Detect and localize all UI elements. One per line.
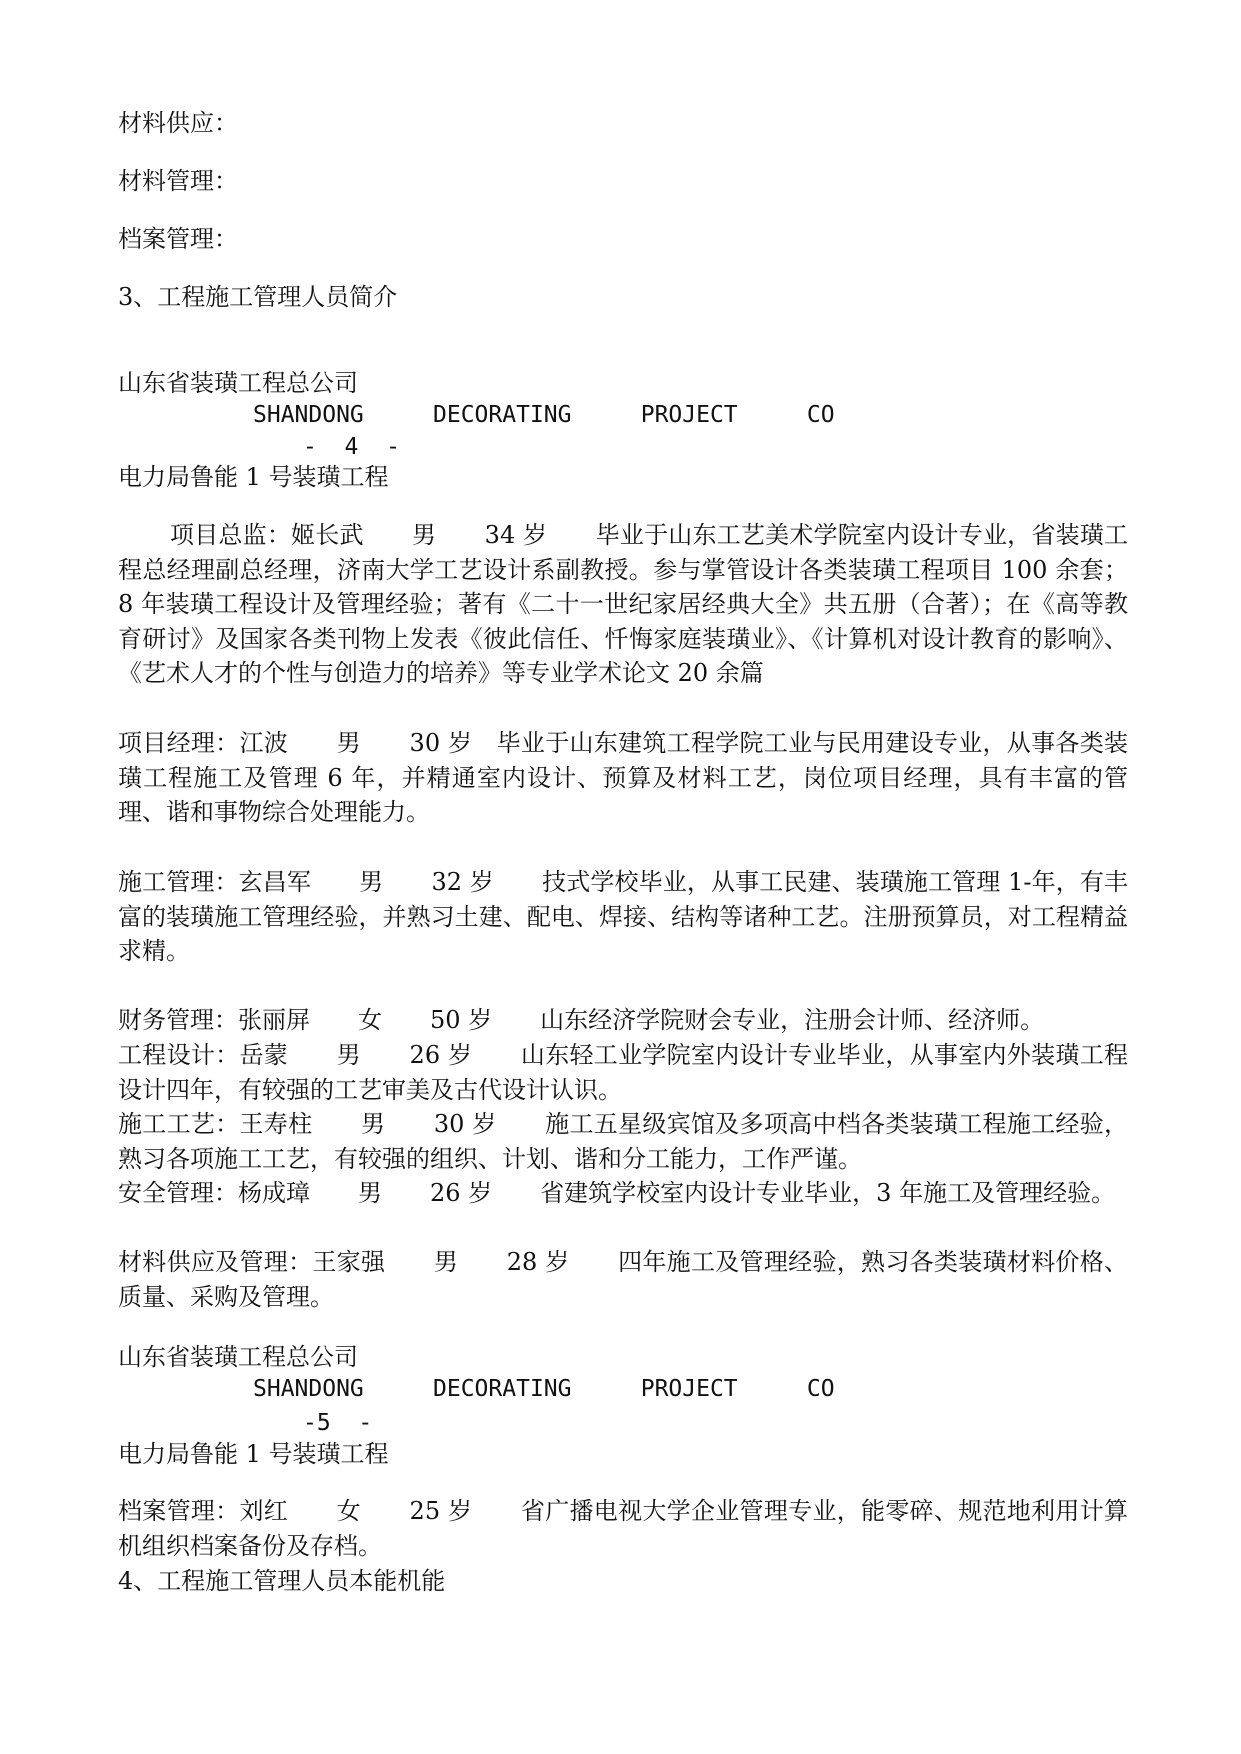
- staff-entry-project-director: 项目总监：姬长武 男 34 岁 毕业于山东工艺美术学院室内设计专业，省装璜工程总经理副总经理，济南大学工艺设计系副教授。参与掌管设计各类装璜工程项目 100 余套；8 年装璜工程设计及管理经验；著有《二十一世纪家居经典大全》共五册（合著）；在《高等教育研讨》及国家各类刊物上发表《彼此信任、忏悔家庭装璜业》、《计算机对设计教育的影响》、《艺术人才的个性与创造力的培养》等专业学术论文 20 余篇: [118, 521, 1128, 687]
- page-number: - 4 -: [303, 434, 400, 460]
- staff-entry-engineering-design: 工程设计：岳蒙 男 26 岁 山东轻工业学院室内设计专业毕业，从事室内外装璜工程设计四年，有较强的工艺审美及古代设计认识。: [118, 1041, 1128, 1104]
- staff-entry-construction-process: 施工工艺：王寿柱 男 30 岁 施工五星级宾馆及多项高中档各类装璜工程施工经验，熟习各项施工工艺，有较强的组织、计划、谐和分工能力，工作严谨。: [118, 1110, 1128, 1173]
- project-title: 电力局鲁能 1 号装璜工程: [118, 463, 389, 491]
- staff-entry-material-supply-management: 材料供应及管理：王家强 男 28 岁 四年施工及管理经验，熟习各类装璜材料价格、质量、采购及管理。: [118, 1248, 1128, 1311]
- section-4-heading: 4、工程施工管理人员本能机能: [118, 1567, 446, 1595]
- company-name-en: SHANDONG DECORATING PROJECT CO: [253, 402, 835, 428]
- staff-entry-archive-management: 档案管理：刘红 女 25 岁 省广播电视大学企业管理专业，能零碎、规范地利用计算机组织档案备份及存档。: [118, 1497, 1128, 1560]
- staff-entry-construction-management: 施工管理：玄昌军 男 32 岁 技式学校毕业，从事工民建、装璜施工管理 1-年，有丰富的装璜施工管理经验，并熟习土建、配电、焊接、结构等诸种工艺。注册预算员，对工程精益求精。: [118, 868, 1128, 965]
- material-supply-label: 材料供应：: [118, 109, 238, 137]
- archive-management-label: 档案管理：: [118, 225, 238, 253]
- company-name-cn: 山东省装璜工程总公司: [118, 1343, 358, 1371]
- staff-entry-safety-management: 安全管理：杨成璋 男 26 岁 省建筑学校室内设计专业毕业，3 年施工及管理经验。: [118, 1179, 1116, 1207]
- company-name-cn: 山东省装璜工程总公司: [118, 369, 358, 397]
- page-number: -5 -: [303, 1410, 373, 1436]
- material-management-label: 材料管理：: [118, 167, 238, 195]
- staff-entry-project-manager: 项目经理：江波 男 30 岁 毕业于山东建筑工程学院工业与民用建设专业，从事各类装璜工程施工及管理 6 年，并精通室内设计、预算及材料工艺，岗位项目经理，具有丰富的管理、谐和事物综合处理能力。: [118, 729, 1128, 826]
- section-3-heading: 3、工程施工管理人员简介: [118, 283, 398, 311]
- company-name-en: SHANDONG DECORATING PROJECT CO: [253, 1376, 835, 1402]
- staff-entry-finance-management: 财务管理：张丽屏 女 50 岁 山东经济学院财会专业，注册会计师、经济师。: [118, 1006, 1045, 1034]
- project-title: 电力局鲁能 1 号装璜工程: [118, 1440, 389, 1468]
